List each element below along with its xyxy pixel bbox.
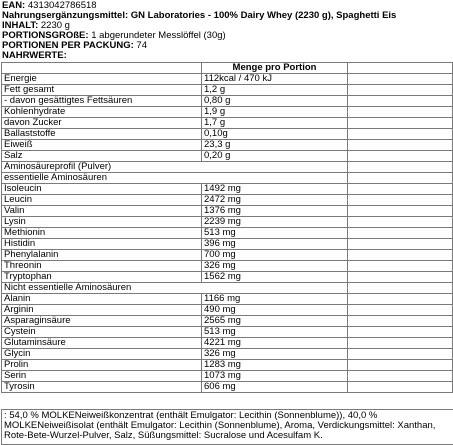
row-extra	[348, 239, 453, 250]
content-label: INHALT:	[2, 21, 39, 31]
table-row	[2, 85, 453, 96]
row-name: Asparaginsäure	[2, 316, 202, 327]
row-extra	[348, 129, 453, 140]
table-header-row	[2, 63, 453, 74]
row-extra	[348, 118, 453, 129]
row-name: - davon gesättigtes Fettsäuren	[2, 96, 202, 107]
table-row	[2, 151, 453, 162]
row-name: Glutaminsäure	[2, 338, 202, 349]
row-name: Histidin	[2, 239, 202, 250]
row-extra	[348, 173, 453, 184]
row-name: Tyrosin	[2, 382, 202, 393]
row-value: 1492 mg	[202, 184, 348, 195]
header-extra-cell	[348, 63, 453, 74]
per-pack-line	[2, 41, 451, 51]
table-row	[2, 107, 453, 118]
row-value: 490 mg	[202, 305, 348, 316]
row-name: Glycin	[2, 349, 202, 360]
table-row	[2, 338, 453, 349]
section-title-non-essential: Nicht essentielle Aminosäuren	[2, 283, 348, 294]
section-row-profile	[2, 162, 453, 173]
row-value: 1,2 g	[202, 85, 348, 96]
table-row	[2, 371, 453, 382]
row-value: 1,7 g	[202, 118, 348, 129]
row-name: Tryptophan	[2, 272, 202, 283]
portion-line	[2, 31, 451, 41]
row-value: 326 mg	[202, 261, 348, 272]
table-row	[2, 294, 453, 305]
row-extra	[348, 96, 453, 107]
table-row	[2, 184, 453, 195]
row-name: Phenylalanin	[2, 250, 202, 261]
table-row	[2, 228, 453, 239]
row-value: 1166 mg	[202, 294, 348, 305]
row-value: 513 mg	[202, 228, 348, 239]
row-value: 112kcal / 470 kJ	[202, 74, 348, 85]
section-row-essential	[2, 173, 453, 184]
nutrition-table	[1, 62, 453, 393]
row-name: Methionin	[2, 228, 202, 239]
table-row	[2, 261, 453, 272]
product-line	[2, 11, 451, 21]
ean-label: EAN:	[2, 1, 26, 11]
per-pack-value: 74	[133, 41, 147, 51]
row-name: Cystein	[2, 327, 202, 338]
row-extra	[348, 261, 453, 272]
row-name: Kohlenhydrate	[2, 107, 202, 118]
row-extra	[348, 283, 453, 294]
table-row	[2, 272, 453, 283]
row-value: 1073 mg	[202, 371, 348, 382]
header-portion: Menge pro Portion	[202, 63, 348, 74]
ean-value: 4313042786518	[25, 1, 97, 11]
row-extra	[348, 272, 453, 283]
portion-value: 1 abgerundeter Messlöffel (30g)	[88, 31, 226, 41]
row-name: Eiweiß	[2, 140, 202, 151]
portion-label: PORTIONSGRÖßE:	[2, 31, 89, 41]
table-row	[2, 382, 453, 393]
table-row	[2, 305, 453, 316]
row-name: Prolin	[2, 360, 202, 371]
row-value: 396 mg	[202, 239, 348, 250]
values-label: NÄHRWERTE:	[2, 51, 67, 61]
row-name: Fett gesamt	[2, 85, 202, 96]
row-value: 2472 mg	[202, 195, 348, 206]
table-row	[2, 129, 453, 140]
row-name: davon Zucker	[2, 118, 202, 129]
section-title-essential: essentielle Aminosäuren	[2, 173, 348, 184]
product-info	[0, 0, 453, 61]
row-value: 700 mg	[202, 250, 348, 261]
product-name: Nahrungsergänzungsmittel: GN Laboratories - 100% Dairy Whey (2230 g), Spaghetti Eis	[2, 11, 397, 21]
row-value: 326 mg	[202, 349, 348, 360]
table-row	[2, 217, 453, 228]
row-extra	[348, 140, 453, 151]
row-name: Leucin	[2, 195, 202, 206]
row-extra	[348, 195, 453, 206]
row-name: Arginin	[2, 305, 202, 316]
row-name: Valin	[2, 206, 202, 217]
ean-line	[2, 1, 451, 11]
row-extra	[348, 327, 453, 338]
table-row	[2, 140, 453, 151]
table-row	[2, 239, 453, 250]
row-name: Energie	[2, 74, 202, 85]
row-extra	[348, 316, 453, 327]
row-value: 513 mg	[202, 327, 348, 338]
row-extra	[348, 338, 453, 349]
row-extra	[348, 206, 453, 217]
row-value: 606 mg	[202, 382, 348, 393]
ingredients-footnote: : 54,0 % MOLKENeiweißkonzentrat (enthält Emulgator: Lecithin (Sonnenblume)), 40,0 % MOLKENeiweißisolat (enthält Emulgator: Lecithin (Sonnenblume), Aroma, Verdickungsmittel: Xanthan, Rote-Bete-Wurzel-Pulver, Salz, Süßungsmittel: Sucralose und Acesulfam K.	[1, 409, 453, 445]
row-value: 4221 mg	[202, 338, 348, 349]
row-extra	[348, 382, 453, 393]
row-value: 2565 mg	[202, 316, 348, 327]
row-extra	[348, 360, 453, 371]
row-name: Threonin	[2, 261, 202, 272]
row-value: 1376 mg	[202, 206, 348, 217]
row-name: Ballaststoffe	[2, 129, 202, 140]
table-row	[2, 74, 453, 85]
row-extra	[348, 184, 453, 195]
row-value: 0,20 g	[202, 151, 348, 162]
row-value: 2239 mg	[202, 217, 348, 228]
row-extra	[348, 217, 453, 228]
row-extra	[348, 371, 453, 382]
table-row	[2, 360, 453, 371]
section-title-profile: Aminosäureprofil (Pulver)	[2, 162, 348, 173]
row-value: 1,9 g	[202, 107, 348, 118]
row-extra	[348, 349, 453, 360]
table-row	[2, 316, 453, 327]
table-row	[2, 349, 453, 360]
row-name: Lysin	[2, 217, 202, 228]
table-row	[2, 96, 453, 107]
row-extra	[348, 74, 453, 85]
header-empty-cell	[2, 63, 202, 74]
per-pack-label: PORTIONEN PER PACKUNG:	[2, 41, 134, 51]
content-value: 2230 g	[38, 21, 70, 31]
row-value: 0,80 g	[202, 96, 348, 107]
table-row	[2, 118, 453, 129]
row-value: 23,3 g	[202, 140, 348, 151]
row-name: Isoleucin	[2, 184, 202, 195]
content-line	[2, 21, 451, 31]
row-name: Serin	[2, 371, 202, 382]
table-row	[2, 206, 453, 217]
row-name: Alanin	[2, 294, 202, 305]
row-extra	[348, 162, 453, 173]
values-line	[2, 51, 451, 61]
row-value: 1283 mg	[202, 360, 348, 371]
row-extra	[348, 305, 453, 316]
row-extra	[348, 107, 453, 118]
table-row	[2, 195, 453, 206]
row-extra	[348, 85, 453, 96]
table-row	[2, 250, 453, 261]
row-extra	[348, 294, 453, 305]
row-extra	[348, 151, 453, 162]
row-extra	[348, 250, 453, 261]
section-row-non-essential	[2, 283, 453, 294]
row-value: 0,10g	[202, 129, 348, 140]
row-extra	[348, 228, 453, 239]
row-value: 1562 mg	[202, 272, 348, 283]
table-row	[2, 327, 453, 338]
row-name: Salz	[2, 151, 202, 162]
